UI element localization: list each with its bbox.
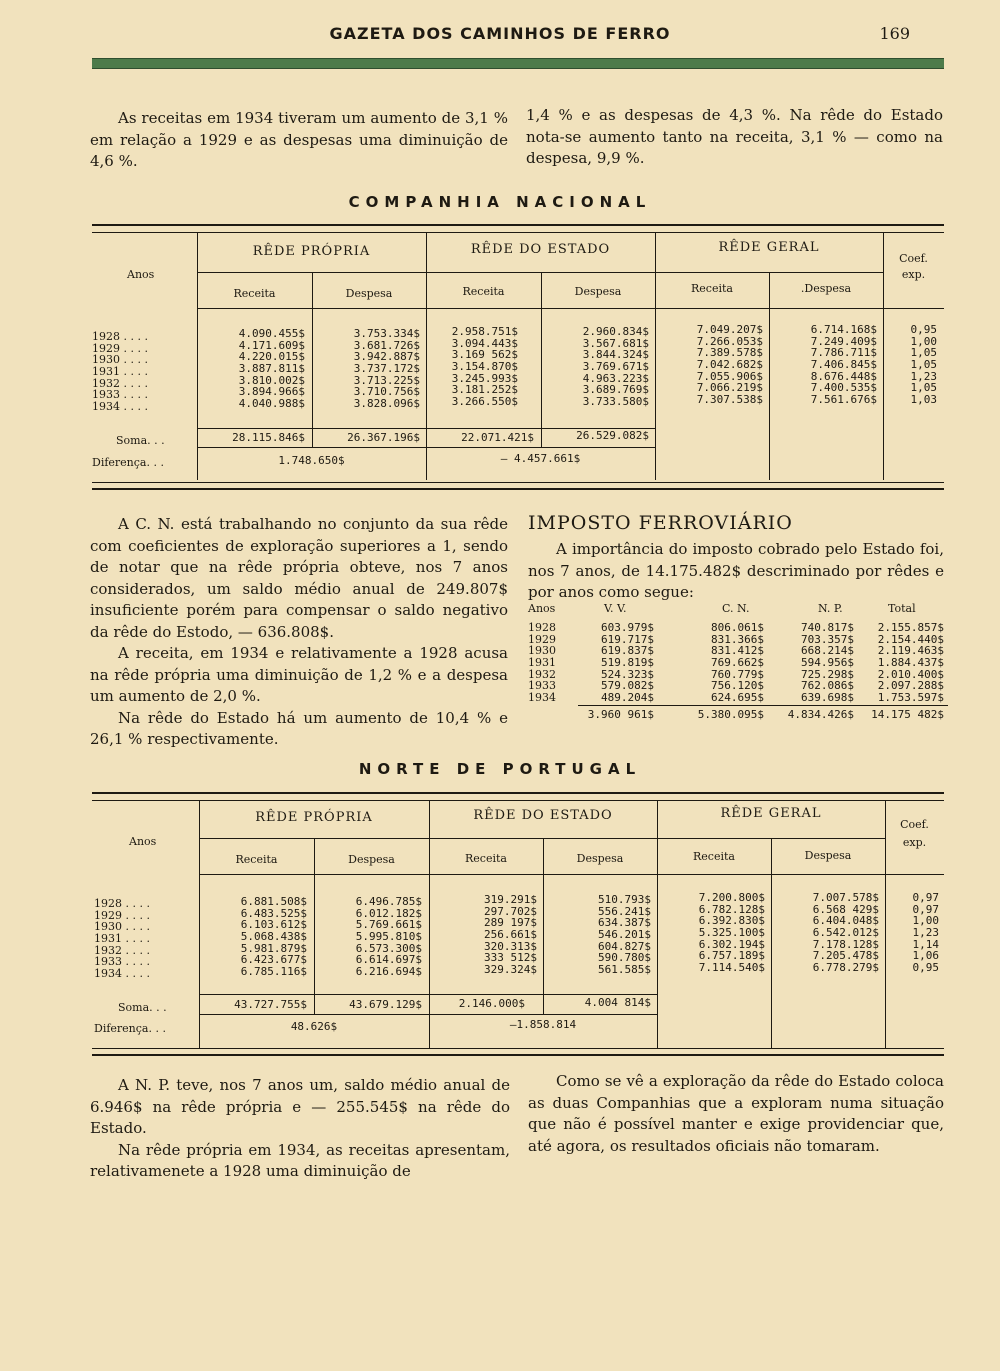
imp-header: Total	[888, 602, 916, 615]
diferenca-value: —1.858.814	[509, 1018, 577, 1031]
sub-despesa: Despesa	[574, 285, 622, 298]
sub-despesa: Despesa	[804, 849, 852, 862]
sub-receita: Receita	[233, 287, 276, 300]
sub-receita: Receita	[691, 282, 733, 295]
soma-value: 22.071.421$	[461, 431, 534, 444]
diferenca-value: 1.748.650$	[278, 454, 345, 467]
soma-value: 26.529.082$	[576, 429, 649, 442]
col-propria-receita: 6.881.508$ 6.483.525$ 6.103.612$ 5.068.438$ 5.981.879$ 6.423.677$ 6.785.116$	[240, 895, 307, 979]
soma-value: 4.004 814$	[584, 996, 651, 1009]
soma-value: 2.146.000$	[458, 997, 525, 1010]
imp-col-vv: 603.979$ 619.717$ 619.837$ 519.819$ 524.323$ 579.082$ 489.204$	[601, 621, 654, 705]
imp-total: 14.175 482$	[871, 708, 944, 721]
closing-commentary: Como se vê a exploração da rêde do Estado coloca as duas Companhias que a exploram numa situação que não é possível manter e exige providenciar que, até agora, os resultados oficiais não tomaram.	[528, 1072, 944, 1155]
col-estado-despesa: 510.793$ 556.241$ 634.387$ 546.201$ 604.827$ 590.780$ 561.585$	[598, 893, 651, 977]
sub-receita: Receita	[462, 285, 505, 298]
soma-label: Soma. . .	[116, 434, 165, 447]
coef-label-2: exp.	[902, 836, 927, 849]
anos-label: Anos	[127, 268, 155, 281]
imp-years: 1928 1929 1930 1931 1932 1933 1934	[528, 621, 556, 705]
diferenca-label: Diferença. . .	[94, 1022, 166, 1035]
sub-despesa: .Despesa	[800, 282, 852, 295]
col-geral-receita: 7.200.800$ 6.782.128$ 6.392.830$ 5.325.100$ 6.302.194$ 6.757.189$ 7.114.540$	[698, 891, 765, 975]
imp-header: V. V.	[604, 602, 627, 615]
years-column: 1928 . . . . 1929 . . . . 1930 . . . . 1931 . . . . 1932 . . . . 1933 . . . . 1934 . . . .	[92, 330, 148, 414]
intro-left: As receitas em 1934 tiveram um aumento de 3,1 % em relação a 1929 e as despesas uma diminuição de 4,6 %.	[90, 109, 508, 170]
col-coef: 0,95 1,00 1,05 1,05 1,23 1,05 1,03	[910, 323, 937, 407]
imp-header: C. N.	[722, 602, 750, 615]
sub-receita: Receita	[693, 850, 735, 863]
header-rede-propria: RÊDE PRÓPRIA	[252, 244, 371, 259]
header-rede-geral: RÊDE GERAL	[720, 806, 822, 821]
sub-receita: Receita	[465, 852, 507, 865]
sub-despesa: Despesa	[576, 852, 624, 865]
col-propria-receita: 4.090.455$ 4.171.609$ 4.220.015$ 3.887.811$ 3.810.002$ 3.894.966$ 4.040.988$	[238, 327, 305, 411]
imposto-text: A importância do imposto cobrado pelo Estado foi, nos 7 anos, de 14.175.482$ descriminado por rêdes e por anos como segue:	[528, 540, 944, 601]
journal-title: GAZETA DOS CAMINHOS DE FERRO	[329, 24, 671, 43]
sub-despesa: Despesa	[348, 853, 395, 866]
diferenca-value: 48.626$	[290, 1020, 338, 1033]
imp-header: N. P.	[818, 602, 843, 615]
page-number: 169	[879, 24, 910, 43]
col-geral-despesa: 6.714.168$ 7.249.409$ 7.786.711$ 7.406.845$ 8.676.448$ 7.400.535$ 7.561.676$	[810, 323, 877, 407]
years-column: 1928 . . . . 1929 . . . . 1930 . . . . 1931 . . . . 1932 . . . . 1933 . . . . 1934 . . . .	[94, 897, 150, 981]
col-coef: 0,97 0,97 1,00 1,23 1,14 1,06 0,95	[912, 891, 939, 975]
imp-total: 4.834.426$	[787, 708, 854, 721]
coef-label: Coef.	[899, 252, 928, 265]
soma-value: 28.115.846$	[232, 431, 305, 444]
header-rede-estado: RÊDE DO ESTADO	[473, 808, 613, 823]
intro-right: 1,4 % e as despesas de 4,3 %. Na rêde do Estado nota-se aumento tanto na receita, 3,1 % — como na despesa, 9,9 %.	[526, 106, 943, 167]
imposto-title: IMPOSTO FERROVIÁRIO	[528, 512, 793, 534]
table2-title: NORTE DE PORTUGAL	[358, 760, 642, 778]
np-commentary: A N. P. teve, nos 7 anos um, saldo médio anual de 6.946$ na rêde própria e — 255.545$ na rêde do Estado. Na rêde própria em 1934, as receitas apresentam, relativamenete a 1928 uma diminuição de	[90, 1076, 510, 1180]
imp-total: 5.380.095$	[697, 708, 764, 721]
imp-header: Anos	[528, 602, 556, 615]
sub-receita: Receita	[235, 853, 278, 866]
table1-title: COMPANHIA NACIONAL	[348, 193, 652, 211]
col-propria-despesa: 6.496.785$ 6.012.182$ 5.769.661$ 5.995.810$ 6.573.300$ 6.614.697$ 6.216.694$	[355, 895, 422, 979]
cn-commentary: A C. N. está trabalhando no conjunto da sua rêde com coeficientes de exploração superiores a 1, sendo de notar que na rêde própria obteve, nos 7 anos considerados, um saldo médio anual de 249.807$ insuficiente porém para compensar o saldo negativo da rêde do Estodo, — 636.808$. A receita, em 1934 e relativamente a 1928 acusa na rêde própria uma diminuição de 1,2 % e a despesa um aumento de 2,0 %. Na rêde do Estado há um aumento de 10,4 % e 26,1 % respectivamente.	[90, 515, 508, 748]
diferenca-value: — 4.457.661$	[500, 452, 581, 465]
col-geral-receita: 7.049.207$ 7.266.053$ 7.389.578$ 7.042.682$ 7.055.906$ 7.066.219$ 7.307.538$	[696, 323, 763, 407]
imp-total: 3.960 961$	[587, 708, 654, 721]
soma-value: 43.679.129$	[349, 998, 422, 1011]
sub-despesa: Despesa	[345, 287, 393, 300]
imp-col-total: 2.155.857$ 2.154.440$ 2.119.463$ 1.884.437$ 2.010.400$ 2.097.288$ 1.753.597$	[877, 621, 944, 705]
header-rede-geral: RÊDE GERAL	[718, 240, 820, 255]
col-propria-despesa: 3.753.334$ 3.681.726$ 3.942.887$ 3.737.172$ 3.713.225$ 3.710.756$ 3.828.096$	[353, 327, 420, 411]
coef-label-2: exp.	[901, 268, 926, 281]
coef-label: Coef.	[900, 818, 929, 831]
soma-value: 43.727.755$	[234, 998, 307, 1011]
imp-col-cn: 806.061$ 831.366$ 831.412$ 769.662$ 760.779$ 756.120$ 624.695$	[711, 621, 764, 705]
soma-value: 26.367.196$	[347, 431, 420, 444]
col-estado-receita: 319.291$ 297.702$ 289 197$ 256.661$ 320.313$ 333 512$ 329.324$	[484, 893, 537, 977]
soma-label: Soma. . .	[118, 1001, 167, 1014]
imp-col-np: 740.817$ 703.357$ 668.214$ 594.956$ 725.298$ 762.086$ 639.698$	[801, 621, 854, 705]
anos-label: Anos	[129, 835, 157, 848]
header-rede-estado: RÊDE DO ESTADO	[470, 242, 611, 257]
col-estado-despesa: 2.960.834$ 3.567.681$ 3.844.324$ 3.769.671$ 4.963.223$ 3.689.769$ 3.733.580$	[582, 325, 649, 409]
header-rede-propria: RÊDE PRÓPRIA	[255, 810, 373, 825]
col-geral-despesa: 7.007.578$ 6.568 429$ 6.404.048$ 6.542.012$ 7.178.128$ 7.205.478$ 6.778.279$	[812, 891, 879, 975]
diferenca-label: Diferença. . .	[92, 456, 164, 469]
col-estado-receita: 2.958.751$ 3.094.443$ 3.169 562$ 3.154.870$ 3.245.993$ 3.181.252$ 3.266.550$	[451, 325, 518, 409]
